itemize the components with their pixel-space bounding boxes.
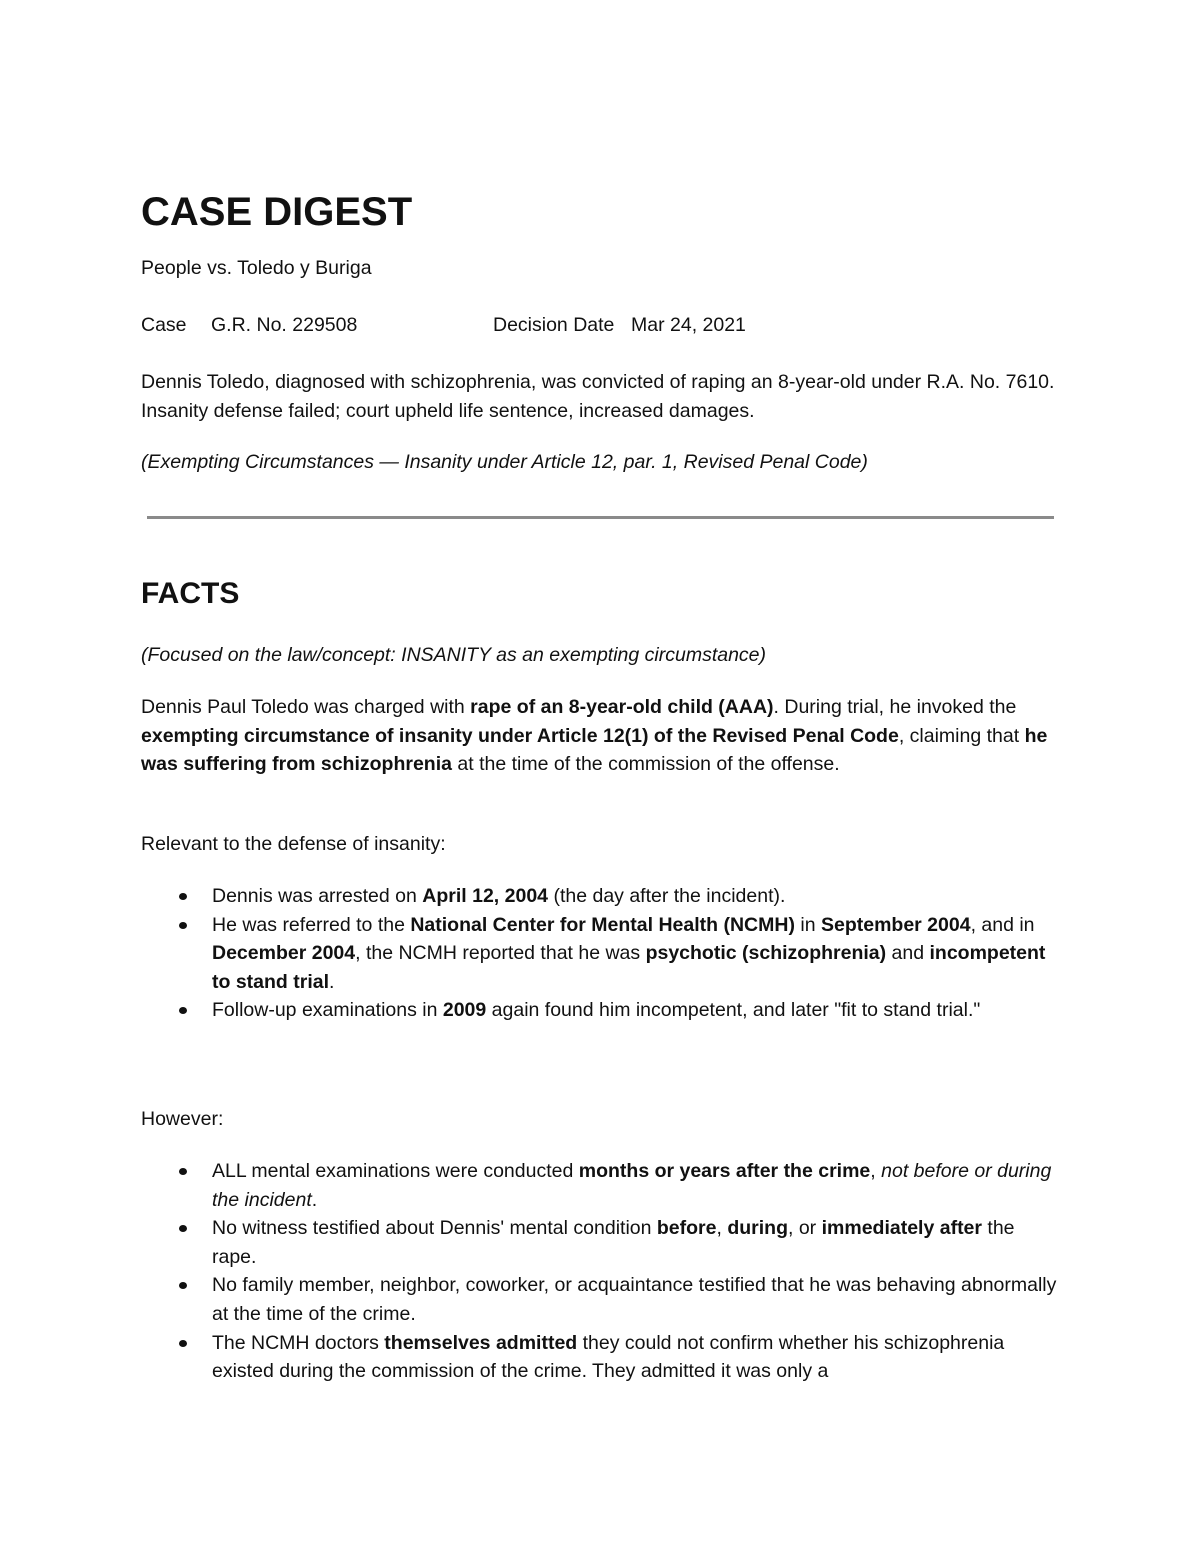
facts-heading: FACTS — [141, 577, 240, 610]
case-label: Case — [141, 314, 187, 336]
facts-emphasis: rape of an 8-year-old child (AAA) — [470, 696, 774, 718]
list-item-text: , and in — [970, 913, 1035, 936]
bullet-icon — [179, 1225, 187, 1232]
list-item-text: Dennis was arrested on — [212, 885, 423, 907]
list-item-text: . — [311, 1188, 318, 1211]
facts-paragraph — [141, 693, 1061, 779]
relevant-facts-list — [141, 882, 1061, 1025]
list-item-text: and — [886, 942, 930, 965]
list-item-emphasis: December 2004 — [212, 942, 356, 965]
list-item-emphasis: April 12, 2004 — [422, 885, 549, 907]
facts-focus-note: (Focused on the law/concept: INSANITY as an exempting circumstance) — [141, 644, 767, 666]
list-item-emphasis: during — [727, 1217, 788, 1240]
facts-text: Dennis Paul Toledo was charged with — [141, 696, 471, 718]
list-item-text: No family member, neighbor, coworker, or acquaintance testified that he was behaving abnormally at the time of the crime. — [212, 1274, 1057, 1325]
list-item-text: again found him incompetent, and later "fit to stand trial." — [486, 999, 981, 1022]
page-title: CASE DIGEST — [141, 190, 413, 234]
case-name: People vs. Toledo y Buriga — [141, 257, 372, 279]
list-item — [141, 1271, 1061, 1328]
list-item-emphasis: psychotic (schizophrenia) — [645, 942, 887, 965]
facts-text: . During trial, he invoked the — [773, 696, 1017, 718]
list-item-text: Follow-up examinations in — [212, 999, 443, 1022]
list-item-emphasis: months or years after the crime — [578, 1160, 871, 1182]
facts-emphasis: he was suffering from schizophrenia — [141, 724, 1048, 776]
case-summary: Dennis Toledo, diagnosed with schizophrenia, was convicted of raping an 8-year-old under R.A. No. 7610. Insanity defense failed; court upheld life sentence, increased damages. — [141, 371, 1055, 422]
list-item-text: , — [716, 1217, 728, 1240]
list-item-text: No witness testified about Dennis' mental condition — [212, 1217, 657, 1240]
list-item-italic: not before or during the incident — [212, 1160, 1052, 1211]
list-item-text: (the day after the incident). — [548, 885, 786, 907]
list-item-emphasis: before — [656, 1217, 717, 1240]
list-item-emphasis: immediately after — [821, 1217, 982, 1240]
however-intro: However: — [141, 1108, 224, 1130]
list-item — [141, 996, 1061, 1025]
bullet-icon — [179, 893, 187, 900]
list-item-text: He was referred to the — [212, 913, 411, 936]
bullet-icon — [179, 1282, 187, 1289]
section-divider — [147, 516, 1054, 519]
case-topic: (Exempting Circumstances — Insanity under Article 12, par. 1, Revised Penal Code) — [141, 451, 868, 473]
list-item — [141, 1329, 1061, 1386]
list-item-text: , the NCMH reported that he was — [355, 942, 646, 965]
list-item-emphasis: September 2004 — [820, 913, 971, 936]
list-item-emphasis: incompetent to stand trial — [212, 942, 1046, 993]
list-item-text: the rape. — [212, 1217, 1015, 1268]
bullet-icon — [179, 1007, 187, 1014]
list-item-text: ALL mental examinations were conducted — [212, 1160, 579, 1182]
list-item-emphasis: 2009 — [442, 999, 487, 1022]
list-item-emphasis: themselves admitted — [384, 1331, 578, 1354]
facts-emphasis: exempting circumstance of insanity under Article 12(1) of the Revised Penal Code — [141, 724, 899, 747]
facts-text: at the time of the commission of the offense. — [451, 753, 840, 776]
list-item-text: in — [794, 913, 821, 936]
list-item — [141, 1157, 1061, 1214]
however-list — [141, 1157, 1061, 1386]
facts-text: , claiming that — [898, 724, 1025, 747]
list-item-text: . — [329, 970, 335, 993]
list-item — [141, 882, 1061, 911]
list-item-text: , or — [788, 1217, 822, 1240]
list-item — [141, 911, 1061, 997]
list-item-emphasis: National Center for Mental Health (NCMH) — [410, 913, 795, 936]
list-item-text: , — [870, 1160, 882, 1182]
case-number: G.R. No. 229508 — [211, 314, 358, 336]
list-item-text: The NCMH doctors — [212, 1331, 385, 1354]
bullet-icon — [179, 922, 187, 929]
relevant-intro: Relevant to the defense of insanity: — [141, 833, 446, 855]
list-item-text: they could not confirm whether his schizophrenia existed during the commission of the crime. They admitted it was only a — [212, 1331, 1005, 1383]
decision-date: Mar 24, 2021 — [631, 314, 746, 336]
bullet-icon — [179, 1168, 187, 1175]
list-item — [141, 1214, 1061, 1271]
decision-date-label: Decision Date — [493, 314, 615, 336]
bullet-icon — [179, 1340, 187, 1347]
